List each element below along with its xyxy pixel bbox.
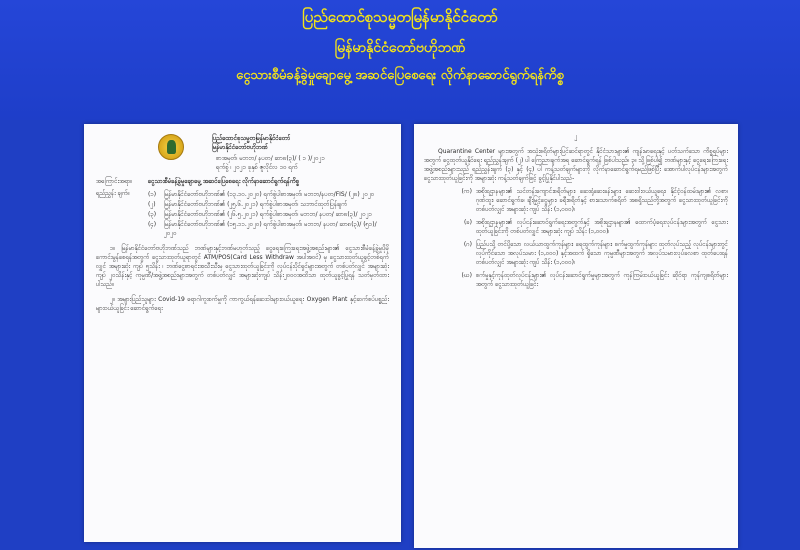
list-item-text: စက်မှုနှင့်ကုန်ထုတ်လုပ်ငန်းများ၏ လုပ်ငန်းဆောင်ရွက်မှုများအတွက် ကုန်ကြမ်းဝယ်ယူခြင်း ဆိုင်ရာ ကုန်ကျစရိတ်များအတွက် ငွေသားထုတ်ယူခြင်း <box>476 272 728 288</box>
reference-text: မြန်မာနိုင်ငံတော်ဗဟိုဘဏ်၏ (၂၅.၆.၂၀၂၁) ရက်စွဲပါစာအမှတ်၊ သဘာင်ထုတ်ပြန်ချက် <box>164 201 348 208</box>
list-item-number: (ဃ) <box>461 272 472 279</box>
list-item-number: (ဂ) <box>463 241 472 248</box>
list-item <box>454 271 728 289</box>
list-item-text: ပြည်ပသို့ တင်ပို့သော လယ်ယာထွက်ကုန်များ၊ ရေထွက်ကုန်များ၊ စက်မှုထွက်ကုန်များ ထုတ်လုပ်သည့် လုပ်ငန်းများတွင် လုပ်ကိုင်သော အလုပ်သမား (၁,၀၀၀) နှင့်အထက် ရှိသော ကုမ္ပဏီများအတွက် အလုပ်သမားလုပ်ခလစာ ထုတ်ပေးရန် တစ်ပတ်လျှင် အများဆုံး ကျပ် သိန်း (၁,၀၀၀)၊ <box>476 241 728 266</box>
paragraph-1: ၁။ မြန်မာနိုင်ငံတော်ဗဟိုဘဏ်သည် ဘဏ်များနှင့်ဘဏ်မဟုတ်သည့် ငွေရေးကြေးရေးအဖွဲ့အစည်းများ၏ ငွေသားစီမံခန့်ခွဲမှုပိုမိုကောင်းမွန်စေရန်အတွက် ငွေသားထုတ်ယူရာတွင် ATM/POS(Card Less Withdraw အပါအဝင်) မှ ငွေသားထုတ်ယူခွင့်တစ်ရက်လျှင် အများဆုံး ကျပ် ၅သိန်း ၊ ဘဏ်ငွေစာရင်းအသီးသီးမှ ငွေသားထုတ်ယူခြင်းကို လုပ်ငန်းပိုင်ရှင်များအတွက် တစ်ပတ်လျှင် အများဆုံး ကျပ် ၂၀သိန်းနှင့် ကုမ္ပဏီ/အဖွဲ့အစည်းများအတွက် တစ်ပတ်လျှင် အများဆုံးကျပ် သိန်း၂၀၀၀အထိသာ ထုတ်ယူခွင့်ပြုရန် သတ်မှတ်ထားပါသည်။ <box>96 245 389 288</box>
reference-number: (၃) <box>148 211 157 218</box>
letter-page-1 <box>84 124 401 542</box>
list-item-text: အစိုးရဌာနများ၏ သင်တန်းကျောင်းစရိတ်များ၊ ဆေးရုံဆေးခန်းများ၊ ဆေးဝါးဝယ်ယူရေး၊ နိုင်ငံ့ဝန်ထမ်းများ၏ လစာ၊ ဂုဏ်ထူး၊ ဆောင်ရွက်ခ၊ ချီးမြှင့်ငွေများ၊ ခရီးစရိတ်နှင့် စားသောက်စရိတ် အစရှိသည်တို့အတွက် ငွေသားထုတ်ယူခြင်းကို တစ်ပတ်လျှင် အများဆုံး ကျပ် သိန်း (၁,၀၀၀)၊ <box>476 188 728 213</box>
reference-number: (၁) <box>148 191 157 198</box>
reference-number: (၄) <box>148 221 157 228</box>
letter-header <box>96 132 389 174</box>
reference-text: မြန်မာနိုင်ငံတော်ဗဟိုဘဏ်၏ (၂၆.၅.၂၀၂၁) ရက်စွဲပါစာအမှတ်၊ မဘဘ/ နပတ/ ဆာ၈(၃)/ ၂၀၂၁ <box>164 211 373 218</box>
letterhead-bank: မြန်မာနိုင်ငံတော်ဗဟိုဘဏ် <box>212 144 268 151</box>
list-item-number: (က) <box>461 188 472 195</box>
reference-label: ရည်ညွှန်း ချက်။ <box>96 190 130 197</box>
reference-row <box>96 189 389 238</box>
state-seal-icon <box>158 134 184 160</box>
paragraph-2: ၂။ အများပြည်သူများ Covid-19 ရောဂါကူးစက်မှုကို ကာကွယ်ရန်ဆေးဝါးများဝယ်ယူရေး Oxygen Plant နှင့်ဆက်စပ်ပစ္စည်းများဝယ်ယူခြင်း ဆောင်ရွက်ရေး <box>96 296 389 312</box>
list-item <box>454 240 728 267</box>
header-banner <box>0 0 800 120</box>
subject-text: ငွေသားစီမံခန့်ခွဲမှုချောမွေ့ အဆင်ပြေစေရေး လိုက်နာဆောင်ရွက်ရန်ကိစ္စ <box>148 178 300 185</box>
list-item-text: အစိုးရဌာနများ၏ လုပ်ငန်းဆောင်ရွက်ရေးအတွက်နှင့် အစိုးရဌာနများ၏ ထောက်ပံ့ရေးလုပ်ငန်းများအတွက် ငွေသားထုတ်ယူခြင်းကို တစ်ပတ်လျှင် အများဆုံး ကျပ် သိန်း (၁,၀၀၀)၊ <box>476 219 728 235</box>
reference-item <box>148 220 389 238</box>
banner-title-line-1: ပြည်ထောင်စုသမ္မတမြန်မာနိုင်ငံတော် <box>302 8 498 26</box>
list-item <box>454 218 728 236</box>
reference-text: မြန်မာနိုင်ငံတော်ဗဟိုဘဏ်၏ (၁၅.၁၁.၂၀၂၀) ရက်စွဲပါစာအမှတ်၊ မဘဘ/ နပတ/ ဆာ၈(၃)/ (၅၁)/၂၀၂၀ <box>164 221 377 237</box>
subject-label: အကြောင်းအရာ။ <box>96 178 133 185</box>
letterhead-ministry: ပြည်ထောင်စုသမ္မတမြန်မာနိုင်ငံတော် <box>212 135 291 142</box>
subject-row <box>96 177 389 186</box>
reference-item <box>148 200 389 209</box>
list-item-number: (ခ) <box>463 219 472 226</box>
list-item <box>454 187 728 214</box>
letter-page-2 <box>414 124 738 548</box>
paragraph-intro: Quarantine Center များအတွက် အသုံးစရိတ်များပြင်ဆင်ရာတွင် နိုင်ငံသားများ၏ ကျန်းမာရေးနှင့် ပတ်သက်သော ကိစ္စရပ်များအတွက် ငွေထုတ်ယူနိုင်ရေး ရည်ညွှန်းချက် (၂) ပါ ကြေညာချက်အရ ဆောင်ရွက်ရန် ဖြစ်ပါသည်။ ၃။ သို့ဖြစ်ပါ၍ ဘဏ်များနှင့် ငွေရေးကြေးရေးအဖွဲ့အစည်းများသည် ရည်ညွှန်းချက် (၃) နှင့် (၄) ပါ ကန့်သတ်ချက်များကို လိုက်နာဆောင်ရွက်ရမည်ဖြစ်ပြီး အောက်ပါလုပ်ငန်းများအတွက် ငွေသားထုတ်ယူခြင်းကို အများဆုံး ကန့်သတ်ချက်ဖြင့် ခွင့်ပြုနိုင်ပါသည်- <box>424 148 728 182</box>
reference-item <box>148 190 389 199</box>
page-number: ၂ <box>574 133 578 140</box>
reference-item <box>148 210 389 219</box>
reference-text: မြန်မာနိုင်ငံတော်ဗဟိုဘဏ်၏ (၁၃.၁၀.၂၀၂၀) ရက်စွဲပါစာအမှတ်၊ မဘဘ/နပတ/FIS/ (၂၈) ၂၀၂၀ <box>164 191 375 198</box>
reference-number: (၂) <box>148 201 156 208</box>
banner-title-line-3: ငွေသားစီမံခန့်ခွဲမှုချောမွေ့ အဆင်ပြေစေရေး လိုက်နာဆောင်ရွက်ရန်ကိစ္စ <box>236 68 564 83</box>
banner-title-line-2: မြန်မာနိုင်ငံတော်ဗဟိုဘဏ် <box>334 40 466 56</box>
letter-number: စာအမှတ်၊ မဘဘ/ နပတ/ ဆာ၈(၃)/ ( ၁ )/၂၀၂၁ <box>216 155 325 162</box>
letter-date: ရက်စွဲ ၊ ၂၀၂၁ ခုနှစ် ဇူလိုင်လ ၁၀ ရက် <box>216 164 298 171</box>
